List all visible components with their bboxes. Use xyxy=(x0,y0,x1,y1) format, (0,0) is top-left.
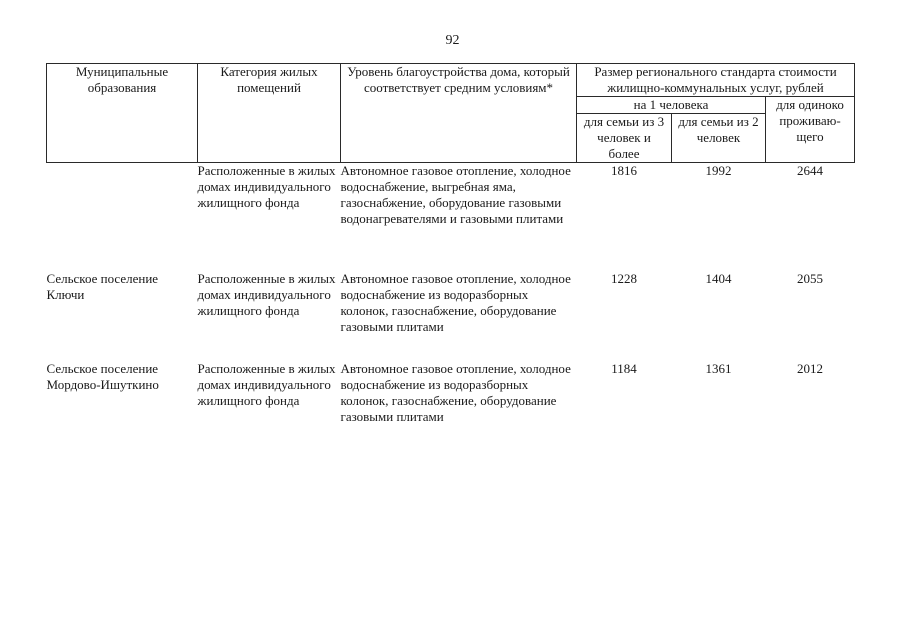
cell-municipal xyxy=(47,163,198,272)
cell-category: Расположенные в жилых домах индивидуального жилищного фонда xyxy=(197,163,336,210)
table-row xyxy=(47,361,855,451)
cell-level: Автономное газовое отопление, холодное водоснабжение из водоразборных колонок, газоснабжение, оборудование газовыми плитами xyxy=(340,361,571,424)
cell-family-3: 1184 xyxy=(611,361,637,376)
cell-level: Автономное газовое отопление, холодное водоснабжение, выгребная яма, газоснабжение, оборудование газовыми водонагревателями и газовыми плитами xyxy=(340,163,571,226)
header-municipal: Муниципальные образования xyxy=(47,64,198,163)
cell-family-2: 1361 xyxy=(705,361,732,376)
header-per-person: на 1 человека xyxy=(577,97,766,114)
cell-single: 2055 xyxy=(797,271,823,286)
cell-single: 2644 xyxy=(797,163,823,178)
table-header xyxy=(47,64,855,163)
header-family-3: для семьи из 3 человек и более xyxy=(577,114,672,163)
cell-family-2: 1404 xyxy=(705,271,732,286)
cell-category: Расположенные в жилых домах индивидуального жилищного фонда xyxy=(197,271,336,318)
header-single: для одиноко проживаю-щего xyxy=(766,97,855,163)
cell-family-3: 1816 xyxy=(611,163,637,178)
header-category: Категория жилых помещений xyxy=(198,64,341,163)
cell-level: Автономное газовое отопление, холодное водоснабжение из водоразборных колонок, газоснабжение, оборудование газовыми плитами xyxy=(340,271,571,334)
header-standard-size: Размер регионального стандарта стоимости жилищно-коммунальных услуг, рублей xyxy=(577,64,855,97)
header-family-2: для семьи из 2 человек xyxy=(672,114,766,163)
table-row xyxy=(47,163,855,272)
cell-municipal: Сельское поселение Ключи xyxy=(46,271,159,302)
cell-single: 2012 xyxy=(797,361,823,376)
cell-municipal: Сельское поселение Мордово-Ишуткино xyxy=(46,361,159,392)
cell-category: Расположенные в жилых домах индивидуального жилищного фонда xyxy=(197,361,336,408)
cell-family-2: 1992 xyxy=(705,163,732,178)
page-number: 92 xyxy=(445,33,460,48)
header-level: Уровень благоустройства дома, который соответствует средним условиям* xyxy=(341,64,577,163)
tariff-table xyxy=(46,63,855,451)
cell-family-3: 1228 xyxy=(611,271,637,286)
table-row xyxy=(47,271,855,361)
